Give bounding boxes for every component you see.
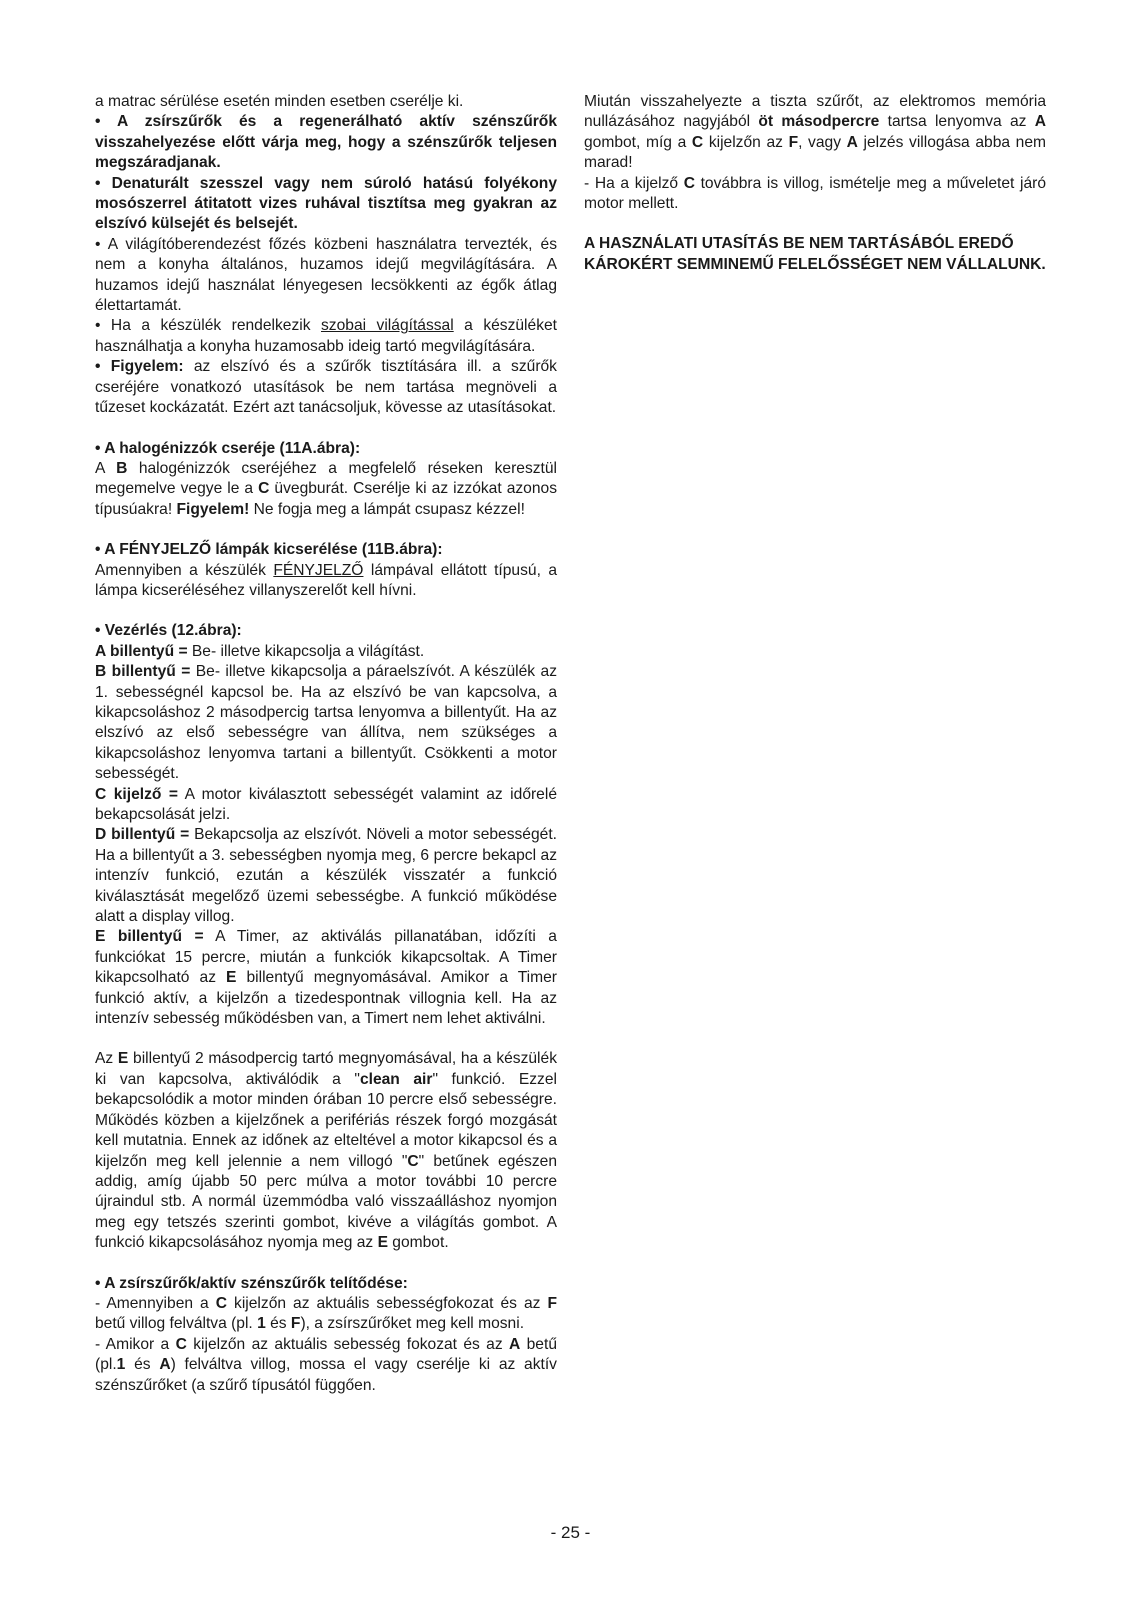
left-column (95, 92, 557, 1396)
saturation-section-title: • A zsírszűrők/aktív szénszűrők telítődése: (95, 1274, 408, 1292)
room-lighting-note: • Ha a készülék rendelkezik szobai világítással a készüléket használhatja a konyha huzamosabb ideig tartó megvilágítására. (95, 317, 558, 355)
repeat-operation-paragraph: - Ha a kijelző C továbbra is villog, ismételje meg a műveletet járó motor mellett. (584, 174, 1046, 213)
signal-lamp-section-title: • A FÉNYJELZŐ lámpák kicserélése (11B.ábra): (95, 541, 443, 559)
liability-warning: A HASZNÁLATI UTASÍTÁS BE NEM TARTÁSÁBÓL EREDŐ KÁROKÉRT SEMMINEMŰ FELELŐSSÉGET NEM VÁLLALUNK. (584, 235, 1046, 273)
control-e-key: E billentyű = A Timer, az aktiválás pillanatában, időzíti a funkciókat 15 percre, miután a funkciók kikapcsoltak. A Timer kikapcsolható az E billentyű megnyomásával. Amikor a Timer funkció aktív, a kijelzőn a tizedespontnak villognia kell. Ha az intenzív sebesség működésben van, a Timert nem lehet aktiválni. (95, 928, 558, 1028)
memory-reset-paragraph: Miután visszahelyezte a tiszta szűrőt, az elektromos memória nullázásához nagyjából öt másodpercre tartsa lenyomva az A gombot, míg a C kijelzőn az F, vagy A jelzés villogása abba nem marad! (584, 93, 1047, 172)
clean-air-paragraph: Az E billentyű 2 másodpercig tartó megnyomásával, ha a készülék ki van kapcsolva, aktiválódik a "clean air" funkció. Ezzel bekapcsolódik a motor minden órában 10 percre első sebességre. Működés közben a kijelzőnek a perifériás részek forgó mozgását kell mutatnia. Ennek az időnek az elteltével a motor kikapcsol és a kijelzőn meg kell jelennie a nem villogó "C" betűnek egészen addig, amíg újabb 50 perc múlva a motor további 10 percre újraindul stb. A normál üzemmódba való visszaálláshoz nyomjon meg egy tetszés szerinti gombot, kivéve a világítás gombot. A funkció kikapcsolásához nyomja meg az E gombot. (95, 1050, 557, 1252)
control-section-title: • Vezérlés (12.ábra): (95, 622, 242, 640)
intro-paragraph: a matrac sérülése esetén minden esetben cserélje ki. (95, 93, 464, 110)
page-number: - 25 - (550, 1523, 591, 1542)
saturation-grease-item: - Amennyiben a C kijelzőn az aktuális sebességfokozat és az F betű villog felváltva (pl. 1 és F), a zsírszűrőket meg kell mosni. (95, 1294, 557, 1333)
lighting-note: • A világítóberendezést főzés közbeni használatra tervezték, és nem a konyha általános, huzamos idejű megvilágítására. A huzamos idejű használat lényegesen lecsökkenti az égők átlag élettartamát. (95, 235, 557, 315)
right-column (584, 92, 1046, 275)
cleaning-note: • Denaturált szesszel vagy nem súroló hatású folyékony mosószerrel átitatott vizes ruhával tisztítsa meg gyakran az elszívó külsejét és belsejét. (95, 174, 557, 233)
control-c-display: C kijelző = A motor kiválasztott sebességét valamint az időrelé bekapcsolását jelzi. (95, 785, 557, 823)
signal-lamp-paragraph: Amennyiben a készülék FÉNYJELZŐ lámpával ellátott típusú, a lámpa kicseréléséhez villanyszerelőt kell hívni. (95, 561, 558, 599)
saturation-carbon-item: - Amikor a C kijelzőn az aktuális sebesség fokozat és az A betű (pl.1 és A) felváltva villog, mossa el vagy cserélje ki az aktív szénszűrőket (a szűrő típusától függően. (95, 1335, 557, 1394)
room-lighting-term: szobai világítással (321, 317, 454, 335)
halogen-paragraph: A B halogénizzók cseréjéhez a megfelelő réseken keresztül megemelve vegye le a C üvegburát. Cserélje ki az izzókat azonos típusúakra! Figyelem! Ne fogja meg a lámpát csupasz kézzel! (95, 459, 558, 518)
halogen-section-title: • A halogénizzók cseréje (11A.ábra): (95, 439, 361, 457)
grease-filter-note: • A zsírszűrők és a regenerálható aktív szénszűrők visszahelyezése előtt várja meg, hogy a szénszűrők teljesen megszáradjanak. (95, 113, 557, 172)
control-a-key: A billentyű = Be- illetve kikapcsolja a világítást. (95, 642, 425, 660)
control-d-key: D billentyű = Bekapcsolja az elszívót. Növeli a motor sebességét. Ha a billentyűt a 3. sebességben nyomja meg, 6 percre bekapcl az intenzív funkció, ezután a készülék visszatér a funkció kiválasztását megelőző üzemi sebességbe. A funkció működése alatt a display villog. (95, 826, 557, 926)
control-b-key: B billentyű = Be- illetve kikapcsolja a páraelszívót. A készülék az 1. sebességnél kapcsol be. Ha az elszívó be van kapcsolva, a kikapcsoláshoz 2 másodpercig tartsa lenyomva a billentyűt. Ha az elszívó az első sebességre van állítva, nem szükséges a kikapcsoláshoz lenyomva tartani a billentyűt. Csökkenti a motor sebességét. (95, 663, 557, 783)
fire-risk-warning: • Figyelem: az elszívó és a szűrők tisztítására ill. a szűrők cseréjére vonatkozó utasítások be nem tartása megnöveli a tűzeset kockázatát. Ezért azt tanácsoljuk, kövesse az utasításokat. (95, 358, 557, 417)
